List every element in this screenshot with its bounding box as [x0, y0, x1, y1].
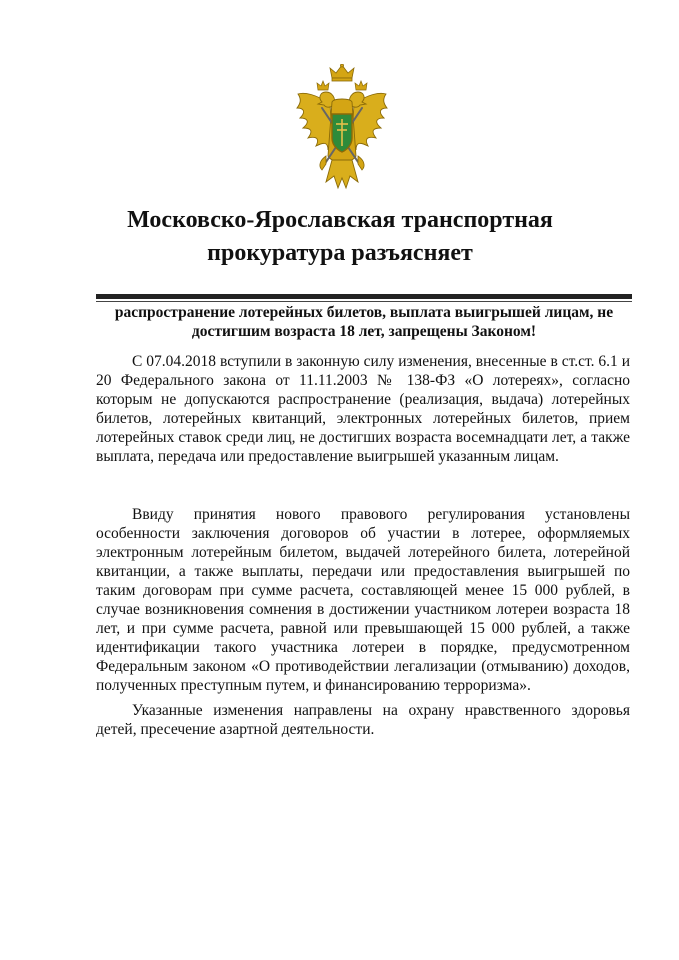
paragraph-2: Ввиду принятия нового правового регулирования установлены особенности заключения договоров об участии в лотерее, оформляемых электронным лотерейным билетом, выдачей лотерейного билета, лотерейной квитанции, а также выплаты, передачи или предоставления выигрышей по таким договорам при сумме расчета, составляющей менее 15 000 рублей, в случае возникновения сомнения в достижении участником лотереи возраста 18 лет, и при сумме расчета, равной или превышающей 15 000 рублей, а также идентификации такого участника лотереи в порядке, предусмотренном Федеральным законом «О противодействии легализации (отмыванию) доходов, полученных преступным путем, и финансированию терроризма». [96, 506, 630, 694]
paragraph-3: Указанные изменения направлены на охрану нравственного здоровья детей, пресечение азартной деятельности. [96, 702, 630, 738]
title-line-2: прокуратура разъясняет [207, 240, 473, 266]
subtitle-line-2: достигшим возраста 18 лет, запрещены Законом! [191, 323, 537, 340]
title-divider-thin [96, 301, 632, 302]
double-headed-eagle-prosecutor-emblem-icon [296, 64, 388, 202]
title-divider-thick [96, 294, 632, 299]
title-line-1: Московско-Ярославская транспортная [127, 207, 553, 233]
paragraph-1: С 07.04.2018 вступили в законную силу изменения, внесенные в ст.ст. 6.1 и 20 Федерального закона от 11.11.2003 № 138-ФЗ «О лотереях», согласно которым не допускаются распространение (реализация, выдача) лотерейных билетов, лотерейных квитанций, электронных лотерейных билетов, прием лотерейных ставок среди лиц, не достигших возраста восемнадцати лет, а также выплата, передача или предоставление выигрышей указанным лицам. [96, 353, 630, 465]
page-title [60, 204, 620, 270]
subtitle-line-1: распространение лотерейных билетов, выплата выигрышей лицам, не [114, 304, 614, 321]
subtitle [96, 303, 632, 341]
